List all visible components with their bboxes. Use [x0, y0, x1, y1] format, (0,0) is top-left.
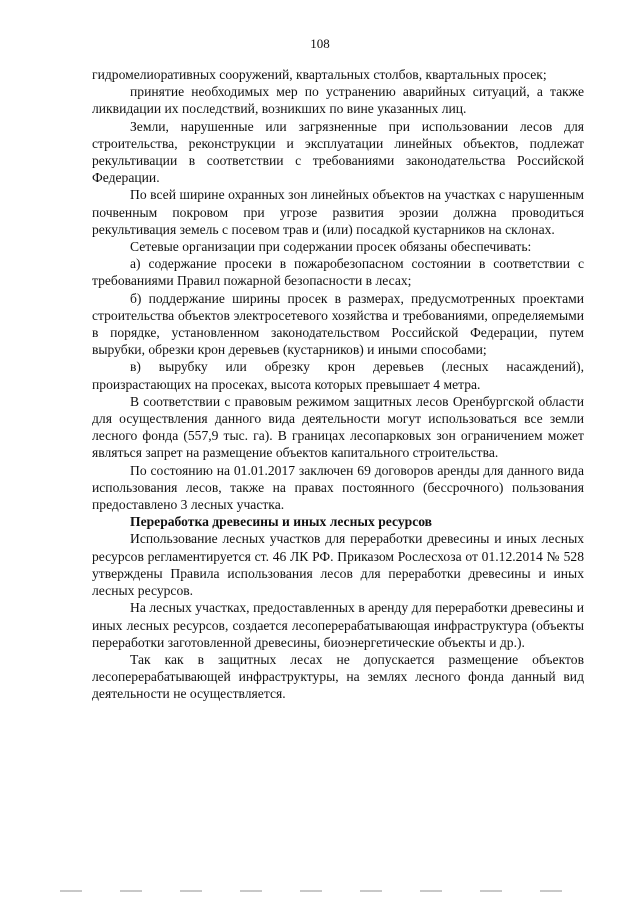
paragraph-protection-zones: По всей ширине охранных зон линейных объектов на участках с нарушенным почвенным покровом при угрозе развития эрозии должна проводиться рекультивация земель с посевом трав и (или) посадкой кустарников на склонах.	[92, 187, 584, 237]
paragraph-contracts-status: По состоянию на 01.01.2017 заключен 69 договоров аренды для данного вида использования лесов, также на правах постоянного (бессрочного) пользования предоставлено 3 лесных участка.	[92, 462, 584, 513]
paragraph-legal-regime: В соответствии с правовым режимом защитных лесов Оренбургской области для осуществления данного вида деятельности могут использоваться все земли лесного фонда (557,9 тыс. га). В границах лесопарковых зон ограничением может являться запрет на размещение объектов капитального строительства.	[92, 393, 584, 461]
paragraph-continuation: гидромелиоративных сооружений, квартальных столбов, квартальных просек;	[92, 67, 547, 82]
paragraph-emergency-measures: принятие необходимых мер по устранению аварийных ситуаций, а также ликвидации их последствий, возникших по вине указанных лиц.	[92, 84, 584, 117]
paragraph-network-obligations: Сетевые организации при содержании просек обязаны обеспечивать:	[130, 239, 532, 255]
paragraph-infrastructure: На лесных участках, предоставленных в аренду для переработки древесины и иных лесных ресурсов, создается лесоперерабатывающая инфраструктура (объекты переработки заготовленной древесины, биоэнергетические объекты и др.).	[92, 600, 584, 650]
document-body	[92, 66, 584, 703]
paragraph-regulation: Использование лесных участков для переработки древесины и иных лесных ресурсов регламентируется ст. 46 ЛК РФ. Приказом Рослесхоза от 01.12.2014 № 528 утверждены Правила использования лесов для переработки древесины и иных лесных ресурсов.	[92, 531, 584, 599]
scan-edge-artifact	[60, 890, 580, 892]
list-item-c: в) вырубку или обрезку крон деревьев (лесных насаждений), произрастающих на просеках, высота которых превышает 4 метра.	[92, 359, 584, 392]
paragraph-conclusion: Так как в защитных лесах не допускается размещение объектов лесоперерабатывающей инфраструктуры, на землях лесного фонда данный вид деятельности не осуществляется.	[92, 651, 584, 702]
page-number: 108	[310, 36, 330, 51]
section-heading: Переработка древесины и иных лесных ресурсов	[130, 514, 433, 530]
paragraph-land-recultivation: Земли, нарушенные или загрязненные при использовании лесов для строительства, реконструкции и эксплуатации линейных объектов, подлежат рекультивации в соответствии с требованиями законодательства Российской Федерации.	[92, 118, 584, 186]
list-item-b: б) поддержание ширины просек в размерах, предусмотренных проектами строительства объектов электросетевого хозяйства и требованиями, определяемыми в порядке, установленном законодательством Российской Федерации, путем вырубки, обрезки крон деревьев (кустарников) и иными способами;	[92, 290, 584, 358]
list-item-a: а) содержание просеки в пожаробезопасном состоянии в соответствии с требованиями Правил пожарной безопасности в лесах;	[92, 256, 584, 289]
